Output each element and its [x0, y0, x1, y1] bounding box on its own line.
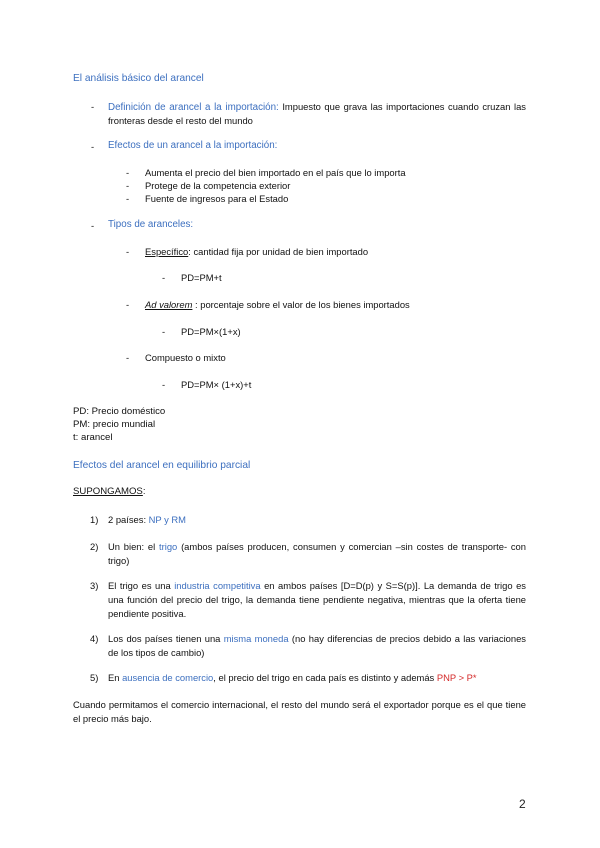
assumption-text: 2 países: [108, 514, 149, 525]
effect-item: Aumenta el precio del bien importado en el país que lo importa [145, 167, 406, 178]
abbreviation-legend [73, 405, 165, 444]
type-compuesto: Compuesto o mixto [145, 352, 226, 363]
effect-item: Fuente de ingresos para el Estado [145, 193, 289, 204]
formula-ad-valorem: PD=PM×(1+x) [181, 326, 241, 337]
section-heading-basic-analysis: El análisis básico del arancel [73, 73, 204, 84]
assumption-highlight: misma moneda [223, 633, 289, 644]
assumption-text: Un bien: el [108, 541, 160, 552]
type-ad-valorem [145, 299, 410, 310]
assumption-highlight: ausencia de comercio [122, 672, 214, 683]
bullet-dash: - [162, 272, 166, 283]
assumption-highlight: industria competitiva [174, 580, 261, 591]
bullet-dash: - [91, 101, 95, 112]
bullet-dash: - [126, 180, 130, 191]
list-number: 4) [90, 633, 99, 644]
formula-compuesto: PD=PM× (1+x)+t [181, 379, 252, 390]
definition-item [108, 100, 526, 127]
assumption-item [108, 671, 526, 685]
assumption-highlight: trigo [159, 541, 178, 552]
bullet-dash: - [126, 299, 130, 310]
page-number: 2 [519, 797, 526, 811]
assumption-item [108, 540, 526, 568]
supongamos-colon: : [142, 486, 146, 497]
type-especifico [145, 246, 368, 257]
assumption-text: En [108, 672, 123, 683]
assumption-highlight: NP y RM [148, 514, 186, 525]
bullet-dash: - [91, 141, 95, 152]
section-heading-partial-equilibrium: Efectos del arancel en equilibrio parcial [73, 460, 251, 471]
legend-item: t: arancel [73, 432, 113, 443]
list-number: 3) [90, 580, 99, 591]
types-label: Tipos de aranceles: [108, 219, 194, 230]
legend-item: PD: Precio doméstico [73, 406, 166, 417]
assumption-text: (no hay diferencias de precios debido a las variaciones de los tipos de cambio) [108, 633, 526, 659]
advalorem-label: Ad valorem [145, 299, 193, 310]
price-comparison: PNP > P* [436, 672, 477, 683]
effects-label: Efectos de un arancel a la importación: [108, 140, 278, 151]
bullet-dash: - [126, 246, 130, 257]
supongamos-text: SUPONGAMOS [73, 486, 143, 497]
closing-paragraph: Cuando permitamos el comercio internacional, el resto del mundo será el exportador porque es el que tiene el precio más bajo. [73, 699, 526, 725]
legend-item: PM: precio mundial [73, 419, 156, 430]
bullet-dash: - [126, 193, 130, 204]
assumption-item [108, 632, 526, 660]
assumption-text: El trigo es una [108, 580, 175, 591]
bullet-dash: - [162, 379, 166, 390]
assumption-text: , el precio del trigo en cada país es distinto y además [213, 672, 437, 683]
list-number: 2) [90, 541, 99, 552]
list-number: 5) [90, 672, 99, 683]
bullet-dash: - [126, 352, 130, 363]
bullet-dash: - [162, 326, 166, 337]
definition-text: Impuesto que grava las importaciones cuando cruzan las fronteras desde el resto del mundo [108, 101, 526, 126]
assumption-text: (ambos países producen, consumen y comercian –sin costes de transporte- con trigo) [108, 541, 526, 567]
assumption-item [108, 513, 526, 527]
assumption-text: Los dos países tienen una [108, 633, 224, 644]
especifico-label: Específico [145, 246, 189, 257]
list-number: 1) [90, 514, 99, 525]
formula-especifico: PD=PM+t [181, 272, 222, 283]
bullet-dash: - [91, 220, 95, 231]
assumption-text: en ambos países [D=D(p) y S=S(p)]. La demanda de trigo es una función del precio del trigo, la demanda tiene pendiente negativa, mientras que la oferta tiene pendiente positiva. [108, 580, 526, 620]
effect-item: Protege de la competencia exterior [145, 180, 291, 191]
supongamos-label [73, 486, 146, 497]
assumption-item [108, 579, 526, 622]
bullet-dash: - [126, 167, 130, 178]
especifico-text: : cantidad fija por unidad de bien importado [188, 246, 369, 257]
advalorem-text: : porcentaje sobre el valor de los bienes importados [192, 299, 410, 310]
definition-label: Definición de arancel a la importación: [108, 102, 279, 113]
